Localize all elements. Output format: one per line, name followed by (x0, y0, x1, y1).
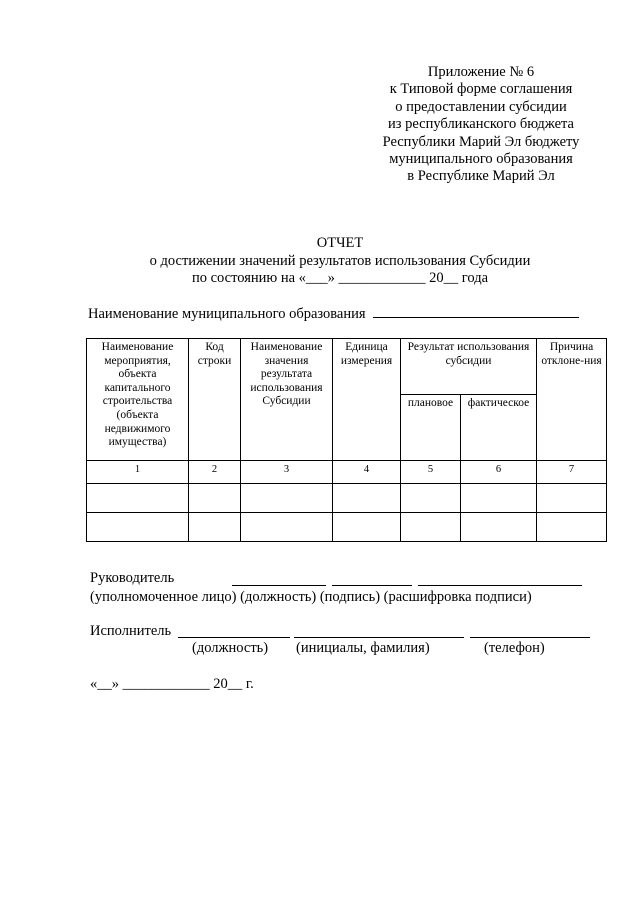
head-caption: (уполномоченное лицо) (должность) (подпись) (расшифровка подписи) (90, 589, 532, 605)
table-row (87, 484, 607, 513)
executor-position-field[interactable] (178, 637, 290, 638)
table-cell[interactable] (401, 484, 461, 513)
header-event-name: Наименование мероприятия, объекта капитального строительства (объекта недвижимого имущества) (87, 339, 189, 461)
table-cell[interactable] (87, 484, 189, 513)
column-number: 4 (333, 461, 401, 484)
table-cell[interactable] (401, 513, 461, 542)
head-label: Руководитель (90, 570, 175, 586)
column-number: 1 (87, 461, 189, 484)
column-numbers-row (87, 461, 607, 484)
municipality-field[interactable] (373, 317, 579, 318)
table-cell[interactable] (333, 513, 401, 542)
head-name-field[interactable] (418, 585, 582, 586)
report-title-block (80, 235, 600, 288)
header-planned: плановое (401, 395, 461, 461)
header-result-name: Наименование значения результата использования Субсидии (241, 339, 333, 461)
column-number: 3 (241, 461, 333, 484)
appendix-line: в Республике Марий Эл (407, 168, 555, 185)
appendix-block (350, 64, 612, 186)
table-cell[interactable] (461, 484, 537, 513)
table-cell[interactable] (87, 513, 189, 542)
appendix-line: Приложение № 6 (427, 64, 535, 80)
appendix-line: о предоставлении субсидии (395, 98, 567, 115)
header-actual: фактическое (461, 395, 537, 461)
table-cell[interactable] (537, 513, 607, 542)
executor-caption-name: (инициалы, фамилия) (296, 640, 430, 656)
executor-label: Исполнитель (90, 623, 172, 639)
appendix-line: муниципального образования (389, 151, 573, 168)
report-table (86, 338, 607, 542)
report-subtitle: о достижении значений результатов использования Субсидии (149, 252, 531, 269)
header-deviation-reason: Причина отклоне-ния (537, 339, 607, 461)
table-row (87, 513, 607, 542)
report-heading: ОТЧЕТ (316, 235, 364, 251)
table-cell[interactable] (461, 513, 537, 542)
table-cell[interactable] (189, 513, 241, 542)
executor-name-field[interactable] (294, 637, 464, 638)
column-number: 7 (537, 461, 607, 484)
municipality-row (88, 306, 579, 323)
table-cell[interactable] (333, 484, 401, 513)
table-cell[interactable] (537, 484, 607, 513)
head-signature-field[interactable] (332, 585, 412, 586)
appendix-line: из республиканского бюджета (388, 116, 574, 133)
municipality-label: Наименование муниципального образования (88, 306, 366, 322)
appendix-line: Республики Марий Эл бюджету (382, 133, 580, 150)
table-cell[interactable] (241, 484, 333, 513)
executor-caption-phone: (телефон) (484, 640, 545, 656)
table-cell[interactable] (241, 513, 333, 542)
header-row-code: Код строки (189, 339, 241, 461)
date-line: «__» ____________ 20__ г. (90, 676, 254, 692)
executor-caption-position: (должность) (192, 640, 269, 656)
table-cell[interactable] (189, 484, 241, 513)
executor-phone-field[interactable] (470, 637, 590, 638)
report-date-line: по состоянию на «___» ____________ 20__ года (191, 270, 489, 286)
column-number: 6 (461, 461, 537, 484)
column-number: 2 (189, 461, 241, 484)
appendix-line: к Типовой форме соглашения (389, 81, 573, 98)
column-number: 5 (401, 461, 461, 484)
header-unit: Единица измерения (333, 339, 401, 461)
head-position-field[interactable] (232, 585, 326, 586)
header-result-group: Результат использования субсидии (401, 339, 537, 395)
